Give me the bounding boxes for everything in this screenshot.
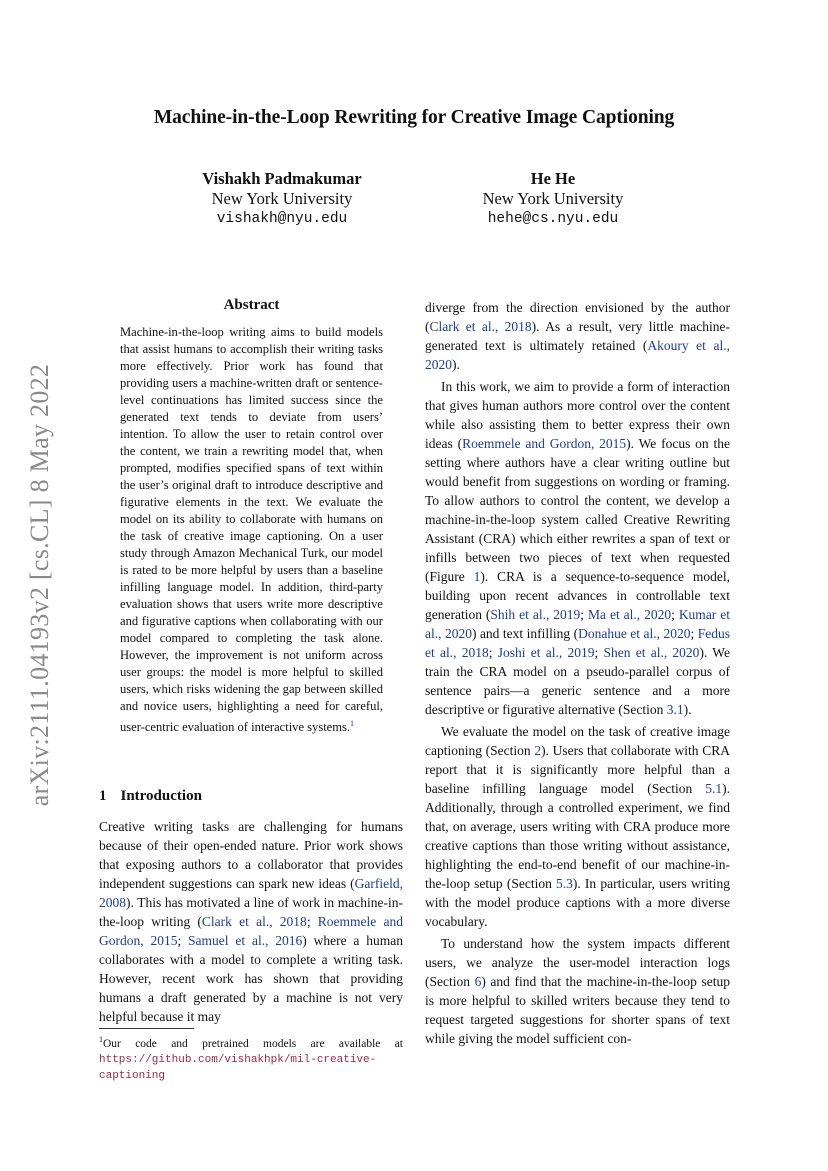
section-heading — [99, 788, 202, 805]
citation-link[interactable]: Donahue et al., 2020 — [578, 626, 691, 641]
abstract-text: Machine-in-the-loop writing aims to build models that assist humans to accomplish their writing tasks more effectively. Prior work has found that providing users a machine-written draft or sentence-level continuations has limited success since the generated text tends to deviate from users’ intention. To allow the user to retain control over the content, we train a rewriting model that, when prompted, modifies specified spans of text within the user’s original draft to introduce descriptive and figurative elements in the text. We evaluate the model on its ability to collaborate with humans on the task of creative image captioning. On a user study through Amazon Mechanical Turk, our model is rated to be more helpful by users than a baseline infilling language model. In addition, third-party evaluation shows that users write more descriptive and figurative captions when collaborating with our model compared to completing the task alone. However, the improvement is not uniform across user groups: the model is more helpful to skilled users, which risks widening the gap between skilled and novice users, highlighting a need for careful, user-centric evaluation of interactive systems. — [120, 325, 383, 735]
body-text: diverge from the direction envisioned by the author ( — [425, 300, 730, 334]
arxiv-identifier — [20, 360, 60, 810]
body-text: ). We focus on the setting where authors have a clear writing outline but would benefit from suggestions on wording or framing. To allow authors to control the content, we develop a machine-in-the-loop system called Creative Rewriting Assistant (CRA) which either rewrites a span of text or infills between two pieces of text when requested (Figure — [425, 436, 731, 584]
citation-link[interactable]: Akoury et al., 2020 — [425, 338, 730, 372]
section-ref-link[interactable]: 5.3 — [556, 876, 573, 891]
citation-link[interactable]: Ma et al., 2020 — [588, 607, 672, 622]
section-title: Introduction — [120, 788, 202, 804]
paragraph — [425, 934, 730, 1048]
citation-link[interactable]: Samuel et al., 2016 — [188, 933, 303, 948]
section-ref-link[interactable]: 6 — [474, 974, 482, 989]
paragraph: In this work, we aim to provide a form of interaction that gives human authors more control over the content while also assisting them to better express their own ideas (Roemmele and Gordon, 2015). We focus on the setting where authors have a clear writing outline but would benefit from suggestions on wording or framing. To allow authors to control the content, we develop a machine-in-the-loop system called Creative Rewriting Assistant (CRA) which either rewrites a span of text or infills between two pieces of text when requested (Figure 1). CRA is a sequence-to-sequence model, building upon recent advances in controllable text generation (Shih et al., 2019; Ma et al., 2020; Kumar et al., 2020) and text infilling (Donahue et al., 2020; Fedus et al., 2018; Joshi et al., 2019; Shen et al., 2020). We train the CRA model on a pseudo-parallel corpus of sentence pairs—a generic sentence and a more descriptive or figurative alternative (Section 3.1). — [425, 379, 731, 717]
body-text: ). — [452, 357, 460, 372]
intro-paragraph: Creative writing tasks are challenging for humans because of their open-ended nature. Prior work shows that exposing authors to a collaborator that provides independent suggestions can spark new ideas (Garfield, 2008). This has motivated a line of work in machine-in-the-loop writing (Clark et al., 2018; Roemmele and Gordon, 2015; Samuel et al., 2016) where a human collaborates with a model to complete a writing task. However, recent work has shown that providing humans a draft generated by a machine is not very helpful because it may — [99, 819, 403, 1024]
body-text: ). This has motivated a line of work in machine-in-the-loop writing ( — [99, 895, 403, 929]
footnote-divider — [99, 1028, 194, 1029]
body-text: ). In particular, users writing with the model produce captions with a more diverse vocabulary. — [425, 876, 730, 929]
paragraph — [425, 722, 730, 931]
author-name: Vishakh Padmakumar — [202, 169, 362, 188]
body-text: ) and text infilling ( — [471, 626, 579, 641]
abstract-body — [120, 324, 383, 736]
section-ref-link[interactable]: 2 — [534, 743, 542, 758]
arxiv-identifier-text: arXiv:2111.04193v2 [cs.CL] 8 May 2022 — [25, 363, 54, 807]
code-url-link[interactable]: https://github.com/vishakhpk/mil-creative-captioning — [99, 1053, 377, 1082]
author-affiliation: New York University — [211, 189, 353, 208]
right-column — [425, 298, 730, 1048]
body-text: Creative writing tasks are challenging for humans because of their open-ended nature. Prior work shows that exposing authors to a collaborator that provides independent suggestions can spark new ideas ( — [99, 819, 403, 891]
author-email[interactable]: hehe@cs.nyu.edu — [487, 211, 619, 227]
section-ref-link[interactable]: 3.1 — [666, 702, 684, 717]
author-block — [468, 169, 638, 229]
section-ref-link[interactable]: 5.1 — [705, 781, 723, 796]
body-text: ). As a result, very little machine-generated text is ultimately retained ( — [425, 319, 730, 353]
citation-link[interactable]: Joshi et al., 2019 — [497, 645, 595, 660]
citation-link[interactable]: Shih et al., 2019 — [490, 607, 581, 622]
body-text: We evaluate the model on the task of creative image captioning (Section — [425, 724, 730, 758]
body-text: ). — [683, 702, 692, 717]
body-text: ). Additionally, through a controlled experiment, we find that, on average, users writing with CRA produce more creative captions than those writing without assistance, highlighting the end-to-end benefit of our machine-in-the-loop setup (Section — [425, 781, 730, 891]
citation-link[interactable]: Clark et al., 2018 — [429, 319, 532, 334]
citation-link[interactable]: Clark et al., 2018 — [201, 914, 307, 929]
body-text: ) where a human collaborates with a model to complete a writing task. However, recent work has shown that providing humans a draft generated by a machine is not very helpful because it may — [99, 933, 403, 1024]
footnote-number: 1 — [99, 1035, 103, 1044]
footnote-marker[interactable]: 1 — [350, 719, 355, 728]
citation-link[interactable]: Shen et al., 2020 — [603, 645, 700, 660]
author-block — [197, 169, 367, 229]
paper-title: Machine-in-the-Loop Rewriting for Creative Image Captioning — [153, 107, 675, 128]
citation-link[interactable]: Roemmele and Gordon, 2015 — [99, 914, 403, 948]
citation-link[interactable]: Garfield, 2008 — [99, 876, 403, 910]
abstract-heading: Abstract — [223, 297, 280, 313]
section-number: 1 — [99, 788, 107, 804]
author-name: He He — [530, 169, 576, 188]
footnote-text: Our code and pretrained models are available at — [103, 1037, 403, 1050]
paragraph — [425, 298, 730, 374]
body-text: ). Users that collaborate with CRA report that it is significantly more helpful than a baseline infilling language model (Section — [425, 743, 730, 796]
body-text: ) and find that the machine-in-the-loop setup is more helpful to skilled writers because they tend to request targeted suggestions for shorter spans of text while giving the model sufficient con- — [425, 974, 730, 1046]
body-text: In this work, we aim to provide a form of interaction that gives human authors more control over the content while also assisting them to better express their own ideas ( — [425, 379, 730, 451]
body-text: ). We train the CRA model on a pseudo-parallel corpus of sentence pairs—a generic sentence and a more descriptive or figurative alternative (Section — [425, 645, 730, 717]
citation-link[interactable]: Kumar et al., 2020 — [425, 607, 730, 641]
author-affiliation: New York University — [482, 189, 624, 208]
citation-link[interactable]: Roemmele and Gordon, 2015 — [462, 436, 627, 451]
footnote — [99, 1032, 403, 1084]
body-text: To understand how the system impacts different users, we analyze the user-model interaction logs (Section — [425, 936, 730, 989]
body-text: ). CRA is a sequence-to-sequence model, building upon recent advances in controllable text generation ( — [425, 569, 730, 622]
author-email[interactable]: vishakh@nyu.edu — [216, 211, 348, 227]
citation-link[interactable]: Fedus et al., 2018 — [425, 626, 730, 660]
figure-ref-link[interactable]: 1 — [473, 569, 481, 584]
